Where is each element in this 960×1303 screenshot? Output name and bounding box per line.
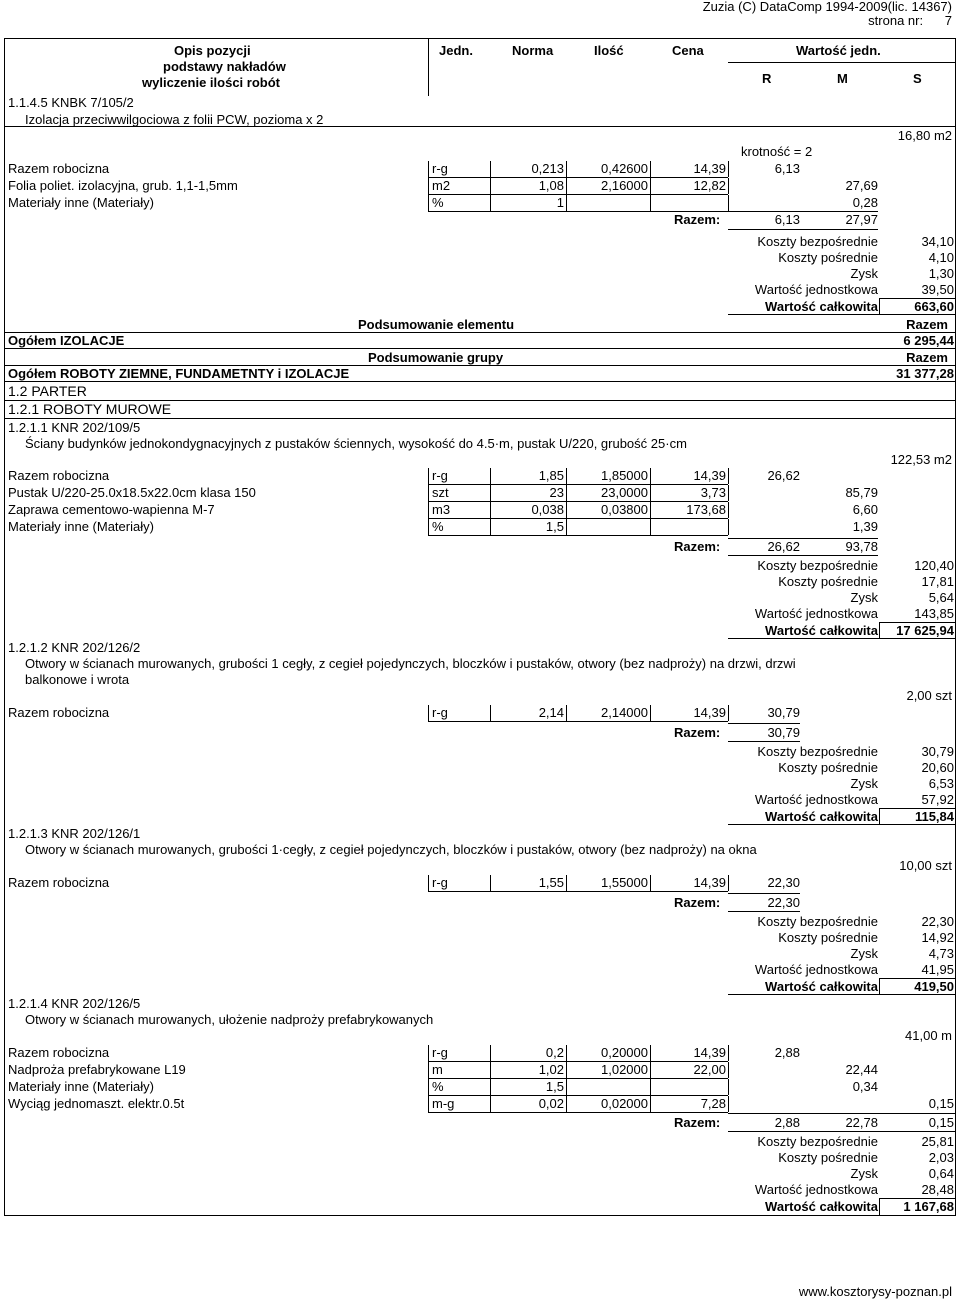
pos2-kp: 17,81 — [921, 574, 954, 589]
ogolem-izolacje: Ogółem IZOLACJE — [8, 333, 125, 348]
divider — [879, 622, 880, 638]
pos5-code: 1.2.1.4 KNR 202/126/5 — [8, 996, 141, 1011]
resource-cena-cell: 14,39 — [693, 1045, 726, 1060]
pos1-zysk: 1,30 — [928, 266, 954, 281]
resource-ilosc-cell: 0,02000 — [601, 1096, 648, 1111]
divider — [728, 538, 878, 539]
row-col-divider — [566, 1045, 567, 1061]
pos5-kp: 2,03 — [928, 1150, 954, 1165]
col-opis-2: podstawy nakładów — [163, 59, 286, 74]
pos5-razem-s: 0,15 — [928, 1115, 954, 1130]
section-murowe: 1.2.1 ROBOTY MUROWE — [8, 401, 172, 417]
resource-ilosc-cell: 1,55000 — [601, 875, 648, 890]
resource-m-cell: 1,39 — [852, 519, 878, 534]
resource-s-cell: 0,15 — [928, 1096, 954, 1111]
header-divider — [728, 62, 956, 63]
divider — [728, 314, 956, 315]
resource-name-cell: Materiały inne (Materiały) — [8, 1079, 154, 1094]
resource-unit-cell: % — [432, 1079, 444, 1094]
resource-unit-cell: m2 — [432, 178, 451, 193]
resource-name-cell: Nadproża prefabrykowane L19 — [8, 1062, 186, 1077]
resource-cena-cell: 14,39 — [693, 705, 726, 720]
pos2-wc-label: Wartość całkowita — [765, 623, 878, 638]
row-col-divider — [566, 161, 567, 177]
pos3-code: 1.2.1.2 KNR 202/126/2 — [8, 640, 141, 655]
pod-elementu-razem: Razem — [906, 317, 948, 332]
row-col-divider — [728, 1079, 729, 1095]
divider — [879, 298, 880, 314]
pos4-kb: 22,30 — [921, 914, 954, 929]
pos1-kb-label: Koszty bezpośrednie — [757, 234, 878, 249]
pos5-kb-label: Koszty bezpośrednie — [757, 1134, 878, 1149]
pos2-code: 1.2.1.1 KNR 202/109/5 — [8, 420, 141, 435]
resource-cena-cell: 22,00 — [693, 1062, 726, 1077]
col-r: R — [762, 71, 772, 86]
resource-norma-cell: 1,02 — [538, 1062, 564, 1077]
col-norma: Norma — [512, 43, 554, 58]
row-col-divider — [728, 178, 729, 194]
divider — [880, 298, 956, 299]
pos2-razem-label: Razem: — [674, 539, 721, 554]
section-parter: 1.2 PARTER — [8, 383, 87, 399]
row-col-divider — [490, 178, 491, 194]
divider — [879, 808, 880, 824]
pos3-razem-label: Razem: — [674, 725, 721, 740]
row-col-divider — [728, 1045, 729, 1061]
row-col-divider — [650, 468, 651, 484]
row-col-divider — [428, 1045, 429, 1061]
resource-unit-cell: r-g — [432, 468, 448, 483]
row-col-divider — [428, 178, 429, 194]
col-jedn: Jedn. — [439, 43, 473, 58]
pos3-kp: 20,60 — [921, 760, 954, 775]
footer-url: www.kosztorysy-poznan.pl — [798, 1284, 952, 1299]
resource-norma-cell: 1,5 — [545, 1079, 564, 1094]
pos1-wj-label: Wartość jednostkowa — [754, 282, 878, 297]
resource-r-cell: 2,88 — [774, 1045, 800, 1060]
resource-ilosc-cell: 23,0000 — [601, 485, 648, 500]
pos3-kb-label: Koszty bezpośrednie — [757, 744, 878, 759]
pos2-zysk: 5,64 — [928, 590, 954, 605]
row-col-divider — [428, 195, 429, 211]
divider — [728, 638, 956, 639]
pos2-wj-label: Wartość jednostkowa — [754, 606, 878, 621]
row-col-divider — [490, 1096, 491, 1112]
resource-ilosc-cell: 1,85000 — [601, 468, 648, 483]
row-col-divider — [650, 1079, 651, 1095]
resource-unit-cell: r-g — [432, 1045, 448, 1060]
pos2-desc: Ściany budynków jednokondygnacyjnych z pustaków ściennych, wysokość do 4.5·m, pustak U/220, grubość 25·cm — [25, 436, 687, 451]
resource-unit-cell: r-g — [432, 161, 448, 176]
pos3-kb: 30,79 — [921, 744, 954, 759]
resource-name-cell: Razem robocizna — [8, 1045, 110, 1060]
resource-m-cell: 85,79 — [845, 485, 878, 500]
row-underline — [428, 891, 728, 892]
divider — [4, 381, 956, 382]
resource-cena-cell: 14,39 — [693, 161, 726, 176]
resource-unit-cell: % — [432, 195, 444, 210]
resource-norma-cell: 2,14 — [538, 705, 564, 720]
pos5-kp-label: Koszty pośrednie — [778, 1150, 878, 1165]
row-col-divider — [728, 195, 729, 211]
pos1-kp: 4,10 — [928, 250, 954, 265]
resource-ilosc-cell: 0,20000 — [601, 1045, 648, 1060]
resource-name-cell: Materiały inne (Materiały) — [8, 519, 154, 534]
divider — [879, 978, 880, 994]
resource-cena-cell: 12,82 — [693, 178, 726, 193]
divider — [728, 911, 800, 912]
pos4-razem-r: 22,30 — [767, 895, 800, 910]
pos5-qty: 41,00 m — [905, 1028, 952, 1043]
resource-norma-cell: 1,55 — [538, 875, 564, 890]
row-col-divider — [650, 1096, 651, 1112]
pos4-desc: Otwory w ścianach murowanych, grubości 1·cegły, z cegieł pojedynczych, bloczków i pustaków, otwory (bez nadproży) na okna — [25, 842, 757, 857]
row-col-divider — [490, 1045, 491, 1061]
pos2-razem-r: 26,62 — [767, 539, 800, 554]
resource-norma-cell: 0,213 — [531, 161, 564, 176]
row-col-divider — [566, 1062, 567, 1078]
row-col-divider — [728, 1062, 729, 1078]
row-col-divider — [490, 468, 491, 484]
pos4-zysk: 4,73 — [928, 946, 954, 961]
resource-name-cell: Razem robocizna — [8, 875, 110, 890]
row-col-divider — [490, 502, 491, 518]
row-col-divider — [428, 1079, 429, 1095]
resource-norma-cell: 23 — [549, 485, 564, 500]
resource-cena-cell: 173,68 — [686, 502, 726, 517]
divider — [4, 348, 956, 349]
divider — [4, 332, 956, 333]
pos4-qty: 10,00 szt — [899, 858, 952, 873]
resource-unit-cell: szt — [432, 485, 449, 500]
resource-name-cell: Razem robocizna — [8, 468, 110, 483]
row-col-divider — [566, 468, 567, 484]
pos1-razem-label: Razem: — [674, 212, 721, 227]
pos5-zysk: 0,64 — [928, 1166, 954, 1181]
resource-name-cell: Razem robocizna — [8, 161, 110, 176]
pos5-wc-label: Wartość całkowita — [765, 1199, 878, 1214]
pos3-kp-label: Koszty pośrednie — [778, 760, 878, 775]
pos2-zysk-label: Zysk — [850, 590, 878, 605]
pos4-code: 1.2.1.3 KNR 202/126/1 — [8, 826, 141, 841]
resource-norma-cell: 0,02 — [538, 1096, 564, 1111]
resource-m-cell: 22,44 — [845, 1062, 878, 1077]
row-col-divider — [728, 519, 729, 535]
resource-m-cell: 6,60 — [852, 502, 878, 517]
pos4-razem-label: Razem: — [674, 895, 721, 910]
ogolem-roboty-val: 31 377,28 — [896, 366, 954, 381]
pos5-razem-m: 22,78 — [845, 1115, 878, 1130]
row-col-divider — [650, 519, 651, 535]
pod-grupy: Podsumowanie grupy — [368, 350, 504, 365]
resource-r-cell: 26,62 — [767, 468, 800, 483]
divider — [880, 808, 956, 809]
col-s: S — [913, 71, 922, 86]
row-col-divider — [490, 705, 491, 721]
divider — [728, 893, 800, 894]
pos3-zysk: 6,53 — [928, 776, 954, 791]
pos1-desc: Izolacja przeciwwilgociowa z folii PCW, pozioma x 2 — [25, 112, 324, 127]
col-opis: Opis pozycji — [174, 43, 251, 58]
pos4-wj-label: Wartość jednostkowa — [754, 962, 878, 977]
resource-name-cell: Wyciąg jednomaszt. elektr.0.5t — [8, 1096, 185, 1111]
divider — [4, 418, 956, 419]
resource-ilosc-cell: 0,03800 — [601, 502, 648, 517]
row-col-divider — [650, 485, 651, 501]
resource-unit-cell: r-g — [432, 875, 448, 890]
row-col-divider — [566, 1079, 567, 1095]
resource-m-cell: 27,69 — [845, 178, 878, 193]
col-m: M — [837, 71, 848, 86]
resource-cena-cell: 14,39 — [693, 468, 726, 483]
page-number-line — [703, 14, 952, 28]
pos4-kp: 14,92 — [921, 930, 954, 945]
resource-unit-cell: % — [432, 519, 444, 534]
pos3-wj: 57,92 — [921, 792, 954, 807]
row-col-divider — [490, 195, 491, 211]
row-col-divider — [566, 195, 567, 211]
page-number: 7 — [944, 13, 952, 28]
resource-norma-cell: 1 — [556, 195, 564, 210]
divider — [728, 994, 956, 995]
pos1-kb: 34,10 — [921, 234, 954, 249]
resource-name-cell: Zaprawa cementowo-wapienna M-7 — [8, 502, 215, 517]
row-col-divider — [428, 519, 429, 535]
pos2-kb: 120,40 — [914, 558, 954, 573]
divider — [728, 723, 800, 724]
divider — [880, 622, 956, 623]
col-divider — [428, 38, 429, 96]
pos2-razem-m: 93,78 — [845, 539, 878, 554]
pos1-zysk-label: Zysk — [850, 266, 878, 281]
resource-r-cell: 22,30 — [767, 875, 800, 890]
col-cena: Cena — [672, 43, 704, 58]
divider — [879, 1198, 880, 1215]
resource-cena-cell: 7,28 — [700, 1096, 726, 1111]
pos5-wj: 28,48 — [921, 1182, 954, 1197]
divider — [728, 229, 878, 230]
row-col-divider — [428, 1096, 429, 1112]
pos3-qty: 2,00 szt — [906, 688, 952, 703]
pos1-wc-label: Wartość całkowita — [765, 299, 878, 314]
resource-m-cell: 0,34 — [852, 1079, 878, 1094]
row-col-divider — [650, 875, 651, 891]
row-col-divider — [566, 502, 567, 518]
row-col-divider — [490, 161, 491, 177]
row-col-divider — [428, 485, 429, 501]
row-col-divider — [650, 178, 651, 194]
ogolem-izolacje-val: 6 295,44 — [903, 333, 954, 348]
pos1-wc: 663,60 — [914, 299, 954, 314]
resource-unit-cell: r-g — [432, 705, 448, 720]
row-col-divider — [428, 502, 429, 518]
divider — [728, 1131, 956, 1132]
row-col-divider — [728, 161, 729, 177]
row-col-divider — [566, 178, 567, 194]
pos4-kb-label: Koszty bezpośrednie — [757, 914, 878, 929]
resource-norma-cell: 0,2 — [545, 1045, 564, 1060]
resource-r-cell: 30,79 — [767, 705, 800, 720]
pos5-zysk-label: Zysk — [850, 1166, 878, 1181]
resource-ilosc-cell: 2,14000 — [601, 705, 648, 720]
resource-norma-cell: 0,038 — [531, 502, 564, 517]
row-col-divider — [428, 705, 429, 721]
pos4-wc-label: Wartość całkowita — [765, 979, 878, 994]
resource-cena-cell: 3,73 — [700, 485, 726, 500]
row-col-divider — [728, 1096, 729, 1112]
resource-r-cell: 6,13 — [774, 161, 800, 176]
resource-ilosc-cell: 2,16000 — [601, 178, 648, 193]
resource-name-cell: Razem robocizna — [8, 705, 110, 720]
pos1-wj: 39,50 — [921, 282, 954, 297]
row-col-divider — [650, 1045, 651, 1061]
col-wartosc: Wartość jedn. — [796, 43, 881, 58]
pos3-wc: 115,84 — [914, 809, 954, 824]
row-col-divider — [728, 875, 729, 891]
divider — [728, 824, 956, 825]
pos2-qty: 122,53 m2 — [890, 452, 952, 467]
row-col-divider — [428, 875, 429, 891]
divider — [728, 555, 878, 556]
resource-norma-cell: 1,08 — [538, 178, 564, 193]
row-underline — [428, 1112, 728, 1113]
row-col-divider — [490, 1062, 491, 1078]
resource-name-cell: Folia poliet. izolacyjna, grub. 1,1-1,5mm — [8, 178, 238, 193]
pos2-wj: 143,85 — [914, 606, 954, 621]
pos2-kb-label: Koszty bezpośrednie — [757, 558, 878, 573]
pos5-kb: 25,81 — [921, 1134, 954, 1149]
pos5-razem-r: 2,88 — [774, 1115, 800, 1130]
row-col-divider — [428, 468, 429, 484]
pos5-razem-label: Razem: — [674, 1115, 721, 1130]
pos5-wj-label: Wartość jednostkowa — [754, 1182, 878, 1197]
row-col-divider — [428, 1062, 429, 1078]
resource-name-cell: Pustak U/220-25.0x18.5x22.0cm klasa 150 — [8, 485, 256, 500]
pos1-code: 1.1.4.5 KNBK 7/105/2 — [8, 95, 134, 110]
resource-norma-cell: 1,85 — [538, 468, 564, 483]
program-info: Zuzia (C) DataComp 1994-2009(lic. 14367) — [702, 0, 952, 14]
row-col-divider — [650, 705, 651, 721]
row-col-divider — [566, 1096, 567, 1112]
pod-elementu: Podsumowanie elementu — [358, 317, 515, 332]
resource-cena-cell: 14,39 — [693, 875, 726, 890]
page-header — [703, 0, 952, 28]
col-ilosc: Ilość — [594, 43, 624, 58]
resource-ilosc-cell: 1,02000 — [601, 1062, 648, 1077]
divider — [728, 1113, 956, 1114]
pos4-wc: 419,50 — [914, 979, 954, 994]
pos5-desc: Otwory w ścianach murowanych, ułożenie nadproży prefabrykowanych — [25, 1012, 434, 1027]
row-col-divider — [728, 705, 729, 721]
row-col-divider — [650, 161, 651, 177]
row-col-divider — [490, 1079, 491, 1095]
row-col-divider — [566, 485, 567, 501]
resource-unit-cell: m-g — [432, 1096, 455, 1111]
resource-unit-cell: m — [432, 1062, 443, 1077]
row-col-divider — [650, 1062, 651, 1078]
pos1-krotnosc: krotność = 2 — [741, 144, 813, 159]
pos3-desc: Otwory w ścianach murowanych, grubości 1 cegły, z cegieł pojedynczych, bloczków i pustaków, otwory (bez nadproży) na drzwi, drzwi — [25, 656, 796, 671]
col-opis-3: wyliczenie ilości robót — [142, 75, 280, 90]
row-col-divider — [566, 519, 567, 535]
resource-ilosc-cell: 0,42600 — [601, 161, 648, 176]
row-col-divider — [490, 519, 491, 535]
divider — [880, 978, 956, 979]
row-col-divider — [428, 161, 429, 177]
divider — [4, 126, 956, 127]
pos3-wc-label: Wartość całkowita — [765, 809, 878, 824]
pos4-kp-label: Koszty pośrednie — [778, 930, 878, 945]
pos1-razem-r: 6,13 — [774, 212, 800, 227]
resource-unit-cell: m3 — [432, 502, 451, 517]
row-col-divider — [728, 468, 729, 484]
pos1-razem-m: 27,97 — [845, 212, 878, 227]
resource-m-cell: 0,28 — [852, 195, 878, 210]
divider — [4, 365, 956, 366]
row-col-divider — [566, 875, 567, 891]
pod-grupy-razem: Razem — [906, 350, 948, 365]
divider — [728, 741, 800, 742]
pos4-wj: 41,95 — [921, 962, 954, 977]
row-underline — [428, 721, 728, 722]
pos2-kp-label: Koszty pośrednie — [778, 574, 878, 589]
pos1-qty: 16,80 m2 — [897, 128, 952, 143]
page-label: strona nr: — [868, 13, 924, 28]
divider — [880, 1198, 956, 1199]
pos1-kp-label: Koszty pośrednie — [778, 250, 878, 265]
row-col-divider — [490, 485, 491, 501]
row-col-divider — [728, 502, 729, 518]
resource-norma-cell: 1,5 — [545, 519, 564, 534]
row-underline — [428, 535, 728, 536]
row-col-divider — [650, 195, 651, 211]
pos3-zysk-label: Zysk — [850, 776, 878, 791]
row-col-divider — [566, 705, 567, 721]
resource-name-cell: Materiały inne (Materiały) — [8, 195, 154, 210]
row-col-divider — [728, 485, 729, 501]
pos3-wj-label: Wartość jednostkowa — [754, 792, 878, 807]
ogolem-roboty: Ogółem ROBOTY ZIEMNE, FUNDAMETNTY i IZOLACJE — [8, 366, 350, 381]
divider — [728, 211, 878, 212]
pos2-wc: 17 625,94 — [896, 623, 954, 638]
pos5-wc: 1 167,68 — [903, 1199, 954, 1214]
pos3-razem-r: 30,79 — [767, 725, 800, 740]
row-col-divider — [490, 875, 491, 891]
pos4-zysk-label: Zysk — [850, 946, 878, 961]
row-col-divider — [650, 502, 651, 518]
pos3-desc-2: balkonowe i wrota — [25, 672, 130, 687]
